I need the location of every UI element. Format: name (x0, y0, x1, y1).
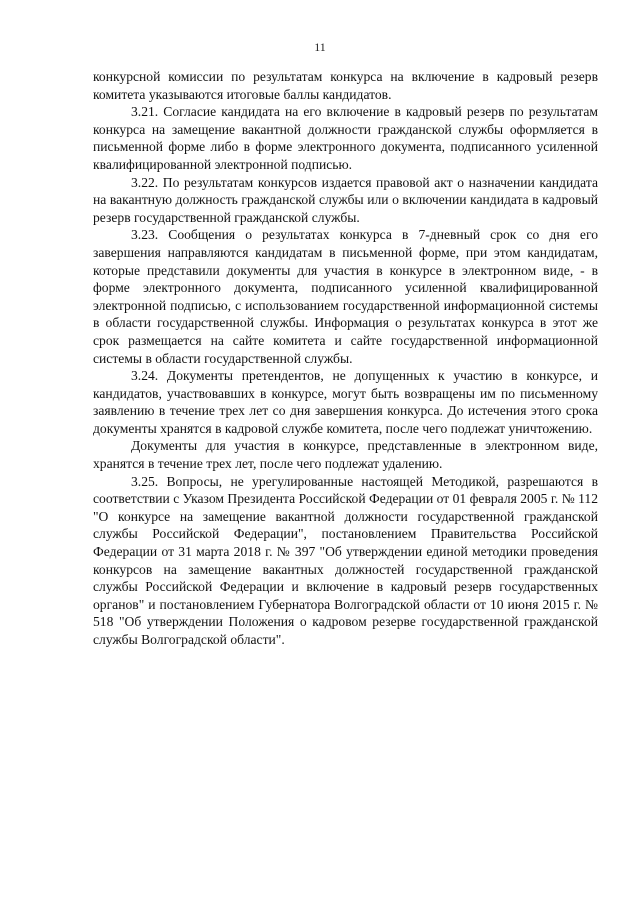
paragraph-continuation: конкурсной комиссии по результатам конкурса на включение в кадровый резерв комитета указываются итоговые баллы кандидатов. (93, 69, 598, 102)
paragraph-3-24-electronic: Документы для участия в конкурсе, представленные в электронном виде, хранятся в течение трех лет, после чего подлежат удалению. (93, 438, 598, 472)
paragraph-3-21: 3.21. Согласие кандидата на его включение в кадровый резерв по результатам конкурса на замещение вакантной должности гражданской службы оформляется в письменной форме либо в форме электронного документа, подписанного усиленной квалифицированной электронной подписью. (93, 104, 598, 172)
paragraph-3-25: 3.25. Вопросы, не урегулированные настоящей Методикой, разрешаются в соответствии с Указом Президента Российской Федерации от 01 февраля 2005 г. № 112 "О конкурсе на замещение вакантной должности государственной гражданской службы Российской Федерации", постановлением Правительства Российской Федерации от 31 марта 2018 г. № 397 "Об утверждении единой методики проведения конкурсов на замещение вакантных должностей государственной гражданской службы Российской Федерации и включение в кадровый резерв государственных органов" и постановлением Губернатора Волгоградской области от 10 июня 2015 г. № 518 "Об утверждении Положения о кадровом резерве государственной гражданской службы Волгоградской области". (93, 473, 598, 647)
paragraph-3-23: 3.23. Сообщения о результатах конкурса в 7-дневный срок со дня его завершения направляются кандидатам в письменной форме, при этом кандидатам, которые представили документы для участия в конкурсе в электронном виде, - в форме электронного документа, подписанного усиленной квалифицированной электронной подписью, с использованием государственной информационной системы в области государственной службы. Информация о результатах конкурса в этот же срок размещается на сайте комитета и сайте государственной информационной системы в области государственной службы. (93, 227, 598, 366)
paragraph-3-22: 3.22. По результатам конкурсов издается правовой акт о назначении кандидата на вакантную должность гражданской службы или о включении кандидата в кадровый резерв государственной гражданской службы. (93, 174, 598, 225)
page-number: 11 (314, 40, 326, 54)
paragraph-3-24: 3.24. Документы претендентов, не допущенных к участию в конкурсе, и кандидатов, участвовавших в конкурсе, могут быть возвращены им по письменному заявлению в течение трех лет со дня завершения конкурса. До истечения этого срока документы хранятся в кадровой службе комитета, после чего подлежат уничтожению. (93, 368, 598, 436)
document-body (93, 68, 598, 649)
